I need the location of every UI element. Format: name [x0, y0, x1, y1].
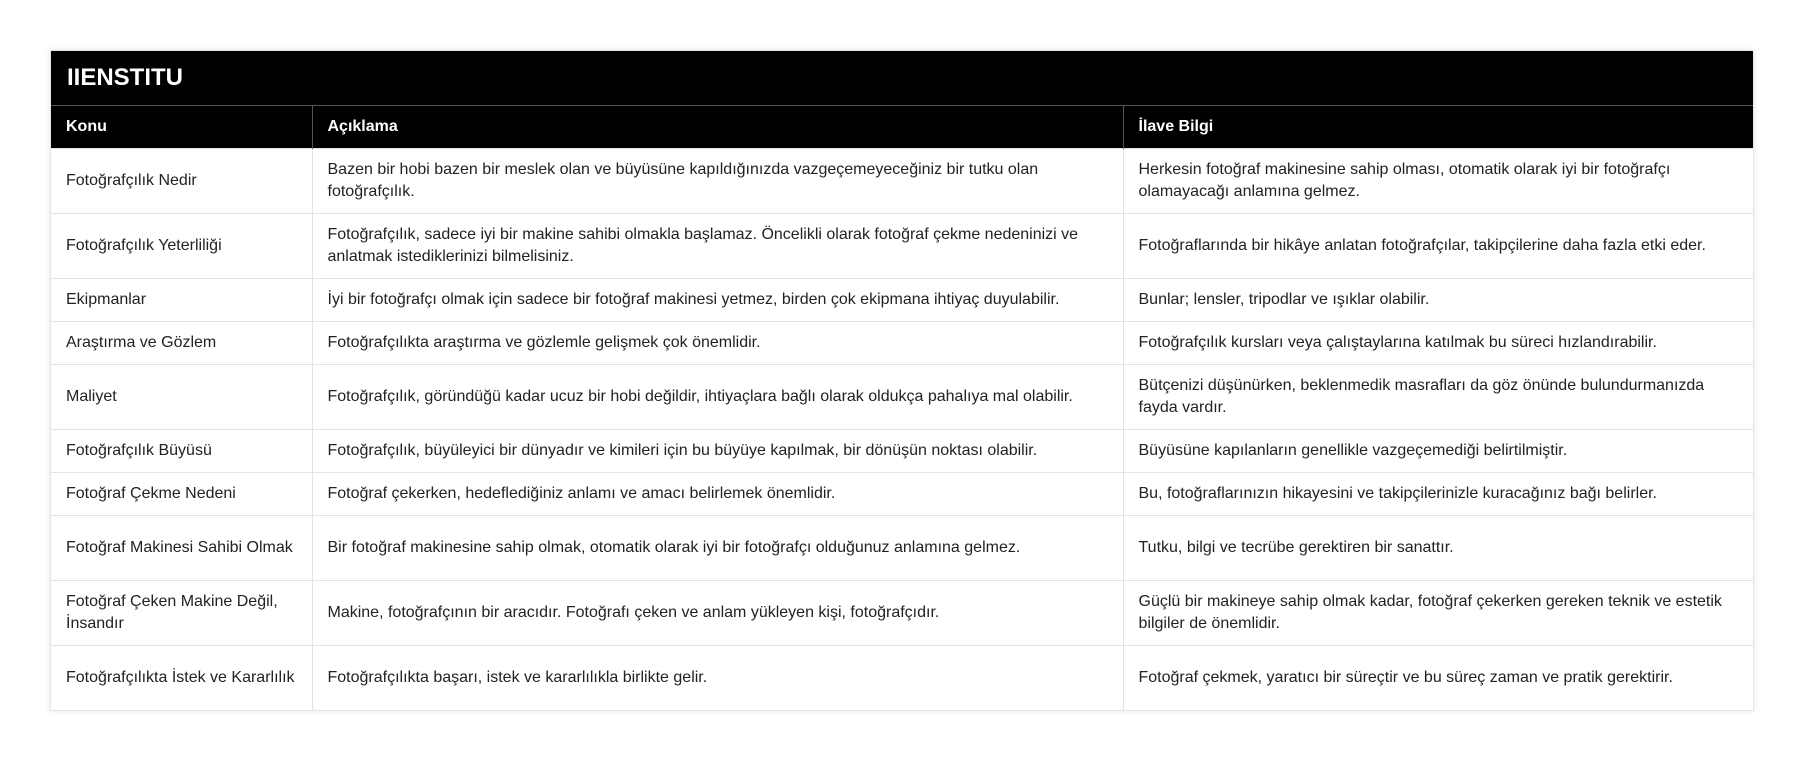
table-title: IIENSTITU [51, 51, 1753, 106]
cell-konu: Fotoğrafçılıkta İstek ve Kararlılık [51, 646, 312, 711]
header-konu: Konu [51, 106, 312, 149]
cell-konu: Fotoğrafçılık Yeterliliği [51, 214, 312, 279]
cell-ilave-bilgi: Bütçenizi düşünürken, beklenmedik masrafları da göz önünde bulundurmanızda fayda vardır. [1123, 365, 1753, 430]
table-row [51, 214, 1753, 279]
cell-konu: Araştırma ve Gözlem [51, 322, 312, 365]
cell-konu: Ekipmanlar [51, 279, 312, 322]
cell-ilave-bilgi: Büyüsüne kapılanların genellikle vazgeçemediği belirtilmiştir. [1123, 430, 1753, 473]
cell-ilave-bilgi: Güçlü bir makineye sahip olmak kadar, fotoğraf çekerken gereken teknik ve estetik bilgiler de önemlidir. [1123, 581, 1753, 646]
table-row [51, 279, 1753, 322]
cell-aciklama: Fotoğrafçılıkta araştırma ve gözlemle gelişmek çok önemlidir. [312, 322, 1123, 365]
cell-ilave-bilgi: Fotoğraflarında bir hikâye anlatan fotoğrafçılar, takipçilerine daha fazla etki eder. [1123, 214, 1753, 279]
cell-konu: Fotoğrafçılık Nedir [51, 149, 312, 214]
cell-konu: Fotoğrafçılık Büyüsü [51, 430, 312, 473]
info-table-card [50, 50, 1754, 711]
cell-ilave-bilgi: Tutku, bilgi ve tecrübe gerektiren bir sanattır. [1123, 516, 1753, 581]
table-row [51, 473, 1753, 516]
table-row [51, 365, 1753, 430]
cell-aciklama: Fotoğraf çekerken, hedeflediğiniz anlamı ve amacı belirlemek önemlidir. [312, 473, 1123, 516]
cell-aciklama: Bazen bir hobi bazen bir meslek olan ve büyüsüne kapıldığınızda vazgeçemeyeceğiniz bir tutku olan fotoğrafçılık. [312, 149, 1123, 214]
cell-aciklama: Fotoğrafçılık, sadece iyi bir makine sahibi olmakla başlamaz. Öncelikli olarak fotoğraf çekme nedeninizi ve anlatmak istediklerinizi bilmelisiniz. [312, 214, 1123, 279]
table-row [51, 149, 1753, 214]
cell-aciklama: Fotoğrafçılık, büyüleyici bir dünyadır ve kimileri için bu büyüye kapılmak, bir dönüşün noktası olabilir. [312, 430, 1123, 473]
cell-aciklama: Fotoğrafçılıkta başarı, istek ve kararlılıkla birlikte gelir. [312, 646, 1123, 711]
cell-konu: Fotoğraf Çekme Nedeni [51, 473, 312, 516]
cell-aciklama: İyi bir fotoğrafçı olmak için sadece bir fotoğraf makinesi yetmez, birden çok ekipmana ihtiyaç duyulabilir. [312, 279, 1123, 322]
cell-ilave-bilgi: Herkesin fotoğraf makinesine sahip olması, otomatik olarak iyi bir fotoğrafçı olamayacağı anlamına gelmez. [1123, 149, 1753, 214]
table-row [51, 646, 1753, 711]
header-aciklama: Açıklama [312, 106, 1123, 149]
cell-aciklama: Makine, fotoğrafçının bir aracıdır. Fotoğrafı çeken ve anlam yükleyen kişi, fotoğrafçıdır. [312, 581, 1123, 646]
cell-konu: Fotoğraf Çeken Makine Değil, İnsandır [51, 581, 312, 646]
info-table [51, 106, 1753, 710]
header-row [51, 106, 1753, 149]
table-row [51, 322, 1753, 365]
table-row [51, 581, 1753, 646]
table-row [51, 430, 1753, 473]
cell-aciklama: Fotoğrafçılık, göründüğü kadar ucuz bir hobi değildir, ihtiyaçlara bağlı olarak oldukça pahalıya mal olabilir. [312, 365, 1123, 430]
cell-ilave-bilgi: Fotoğrafçılık kursları veya çalıştaylarına katılmak bu süreci hızlandırabilir. [1123, 322, 1753, 365]
table-row [51, 516, 1753, 581]
cell-ilave-bilgi: Fotoğraf çekmek, yaratıcı bir süreçtir ve bu süreç zaman ve pratik gerektirir. [1123, 646, 1753, 711]
header-ilave-bilgi: İlave Bilgi [1123, 106, 1753, 149]
cell-aciklama: Bir fotoğraf makinesine sahip olmak, otomatik olarak iyi bir fotoğrafçı olduğunuz anlamına gelmez. [312, 516, 1123, 581]
cell-ilave-bilgi: Bunlar; lensler, tripodlar ve ışıklar olabilir. [1123, 279, 1753, 322]
cell-ilave-bilgi: Bu, fotoğraflarınızın hikayesini ve takipçilerinizle kuracağınız bağı belirler. [1123, 473, 1753, 516]
cell-konu: Fotoğraf Makinesi Sahibi Olmak [51, 516, 312, 581]
cell-konu: Maliyet [51, 365, 312, 430]
